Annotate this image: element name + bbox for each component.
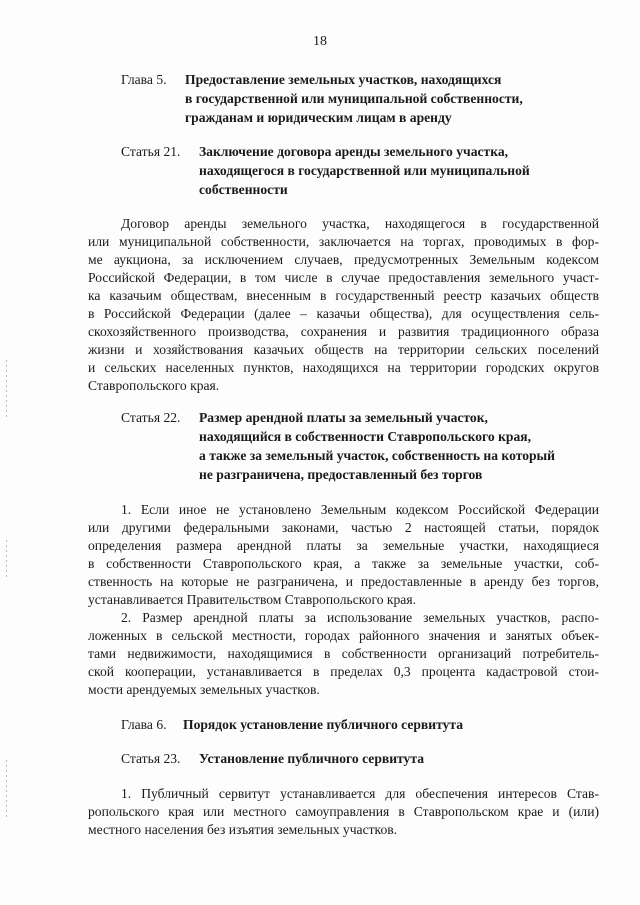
article-21-text-line: скохозяйственного производства, сохранения и развития традиционного образа <box>88 324 599 339</box>
article-23-text-line: ропольского края или местного самоуправления в Ставропольском крае и (или) <box>88 804 599 819</box>
chapter-6-title: Порядок установление публичного сервитута <box>183 717 464 732</box>
article-22-p1-line: 1. Если иное не установлено Земельным кодексом Российской Федерации <box>121 502 599 517</box>
article-23-text-line: 1. Публичный сервитут устанавливается для обеспечения интересов Став- <box>121 786 599 801</box>
article-21-text-line: и сельских населенных пунктов, находящихся на территории городских округов <box>88 360 599 375</box>
article-21-label: Статья 21. <box>121 144 181 159</box>
article-22-p2-line: ложенных в сельской местности, городах районного значения и занятых объек- <box>88 628 599 643</box>
article-21-text-line: Ставропольского края. <box>88 378 220 393</box>
chapter-6-label: Глава 6. <box>121 717 167 732</box>
article-21-text-line: ка казачьим обществам, внесенным в государственный реестр казачьих обществ <box>88 288 599 303</box>
article-21-text-line: жизни и хозяйствования казачьих обществ на территории сельских поселений <box>88 342 599 357</box>
article-21-text-line: ме аукциона, за исключением случаев, предусмотренных Земельным кодексом <box>88 252 599 267</box>
article-22-p1-line: ственность на которые не разграничена, и предоставленные в аренду без торгов, <box>88 574 599 589</box>
article-22-p1-line: определения размера арендной платы за земельные участки, находящиеся <box>88 538 599 553</box>
chapter-5-title-line: гражданам и юридическим лицам в аренду <box>185 110 452 125</box>
article-21-text-line: или муниципальной собственности, заключается на торгах, проводимых в фор- <box>88 234 599 249</box>
article-21-text-line: в Российской Федерации (далее – казачьи общества), для осуществления сель- <box>88 306 599 321</box>
article-22-p2-line: 2. Размер арендной платы за использование земельных участков, распо- <box>121 610 599 625</box>
article-21-title-line: собственности <box>199 182 288 197</box>
scan-margin-mark <box>6 760 7 820</box>
chapter-5-title-line: Предоставление земельных участков, находящихся <box>185 72 502 87</box>
scan-margin-mark <box>6 540 7 580</box>
scan-margin-mark <box>6 360 7 420</box>
article-22-p2-line: ской кооперации, устанавливается в пределах 0,3 процента кадастровой стои- <box>88 664 599 679</box>
article-22-p2-line: мости арендуемых земельных участков. <box>88 682 320 697</box>
article-22-title-line: Размер арендной платы за земельный участок, <box>199 410 488 425</box>
article-22-title-line: находящийся в собственности Ставропольского края, <box>199 429 532 444</box>
article-22-title-line: не разграничена, предоставленный без торгов <box>199 467 483 482</box>
article-22-p1-line: или другими федеральными законами, частью 2 настоящей статьи, порядок <box>88 520 599 535</box>
article-22-p1-line: в собственности Ставропольского края, а также за земельные участки, соб- <box>88 556 599 571</box>
article-22-p2-line: тами недвижимости, находящимися в собственности организаций потребитель- <box>88 646 599 661</box>
article-22-title-line: а также за земельный участок, собственность на который <box>199 448 556 463</box>
article-21-title-line: Заключение договора аренды земельного участка, <box>199 144 509 159</box>
article-22-p1-line: устанавливается Правительством Ставропольского края. <box>88 592 416 607</box>
article-22-label: Статья 22. <box>121 410 181 425</box>
chapter-5-title-line: в государственной или муниципальной собственности, <box>185 91 523 106</box>
article-21-text-line: Договор аренды земельного участка, находящегося в государственной <box>121 216 599 231</box>
article-23-text-line: местного населения без изъятия земельных участков. <box>88 822 398 837</box>
article-21-title-line: находящегося в государственной или муниципальной <box>199 163 530 178</box>
article-23-label: Статья 23. <box>121 751 181 766</box>
page-number: 18 <box>313 34 327 49</box>
article-21-text-line: Российской Федерации, в том числе в случае предоставления земельного участ- <box>88 270 599 285</box>
article-23-title: Установление публичного сервитута <box>199 751 424 766</box>
chapter-5-label: Глава 5. <box>121 72 167 87</box>
